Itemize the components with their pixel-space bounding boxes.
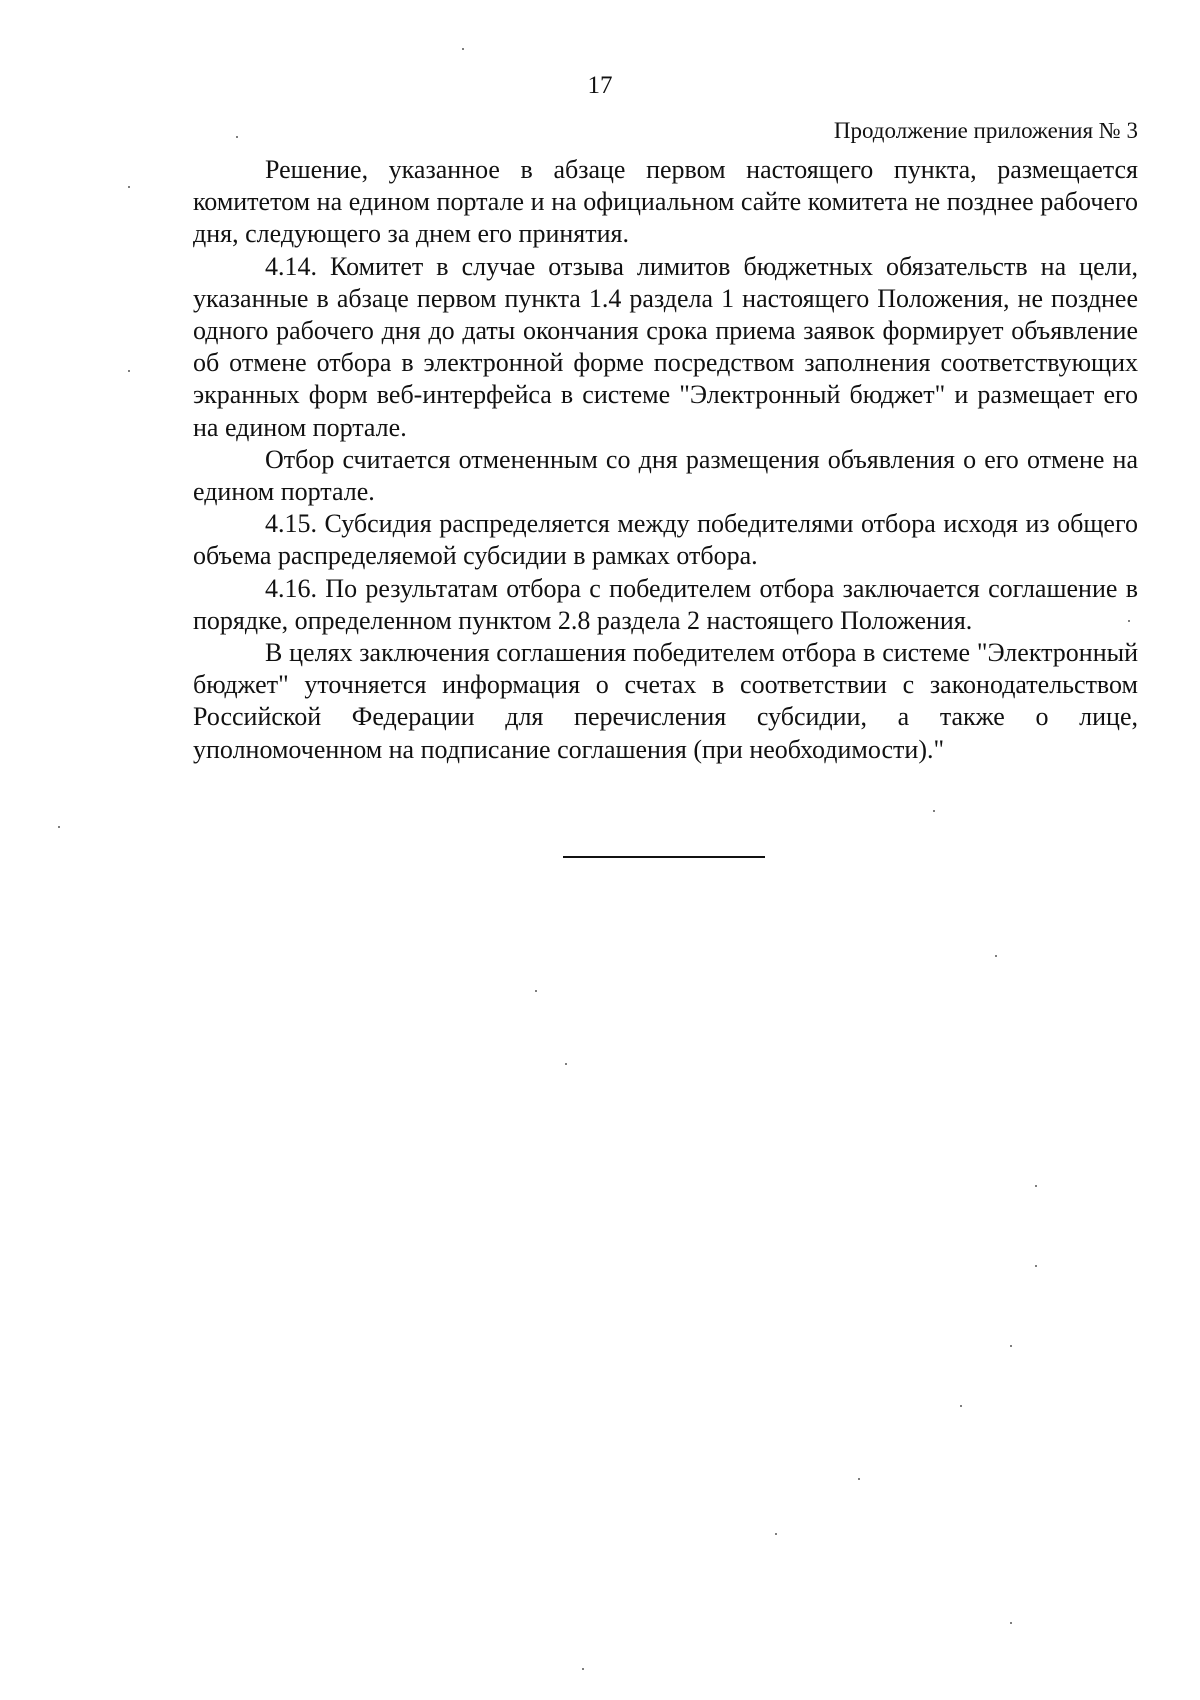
paragraph-decision-placement: Решение, указанное в абзаце первом настоящего пункта, размещается комитетом на едином портале и на официальном сайте комитета не позднее рабочего дня, следующего за днем его принятия. (193, 155, 1138, 249)
end-separator-line (563, 856, 765, 858)
paragraph-selection-cancelled: Отбор считается отмененным со дня размещения объявления о его отмене на едином портале. (193, 444, 1138, 507)
paragraph-4-14: 4.14. Комитет в случае отзыва лимитов бюджетных обязательств на цели, указанные в абзаце первом пункта 1.4 раздела 1 настоящего Положения, не позднее одного рабочего дня до даты окончания срока приема заявок формирует объявление об отмене отбора в электронной форме посредством заполнения соответствующих экранных форм веб-интерфейса в системе "Электронный бюджет" и размещает его на едином портале. (193, 251, 1138, 442)
paragraph-4-15: 4.15. Субсидия распределяется между победителями отбора исходя из общего объема распределяемой субсидии в рамках отбора. (193, 509, 1138, 571)
paragraph-agreement-details: В целях заключения соглашения победителем отбора в системе "Электронный бюджет" уточняется информация о счетах в соответствии с законодательством Российской Федерации для перечисления субсидии, а также о лице, уполномоченном на подписание соглашения (при необходимости)." (193, 638, 1138, 764)
paragraph-4-16: 4.16. По результатам отбора с победителем отбора заключается соглашение в порядке, определенном пунктом 2.8 раздела 2 настоящего Положения. (193, 573, 1138, 635)
document-body (193, 154, 1138, 766)
continuation-header: Продолжение приложения № 3 (833, 118, 1138, 143)
page-number: 17 (587, 72, 613, 99)
